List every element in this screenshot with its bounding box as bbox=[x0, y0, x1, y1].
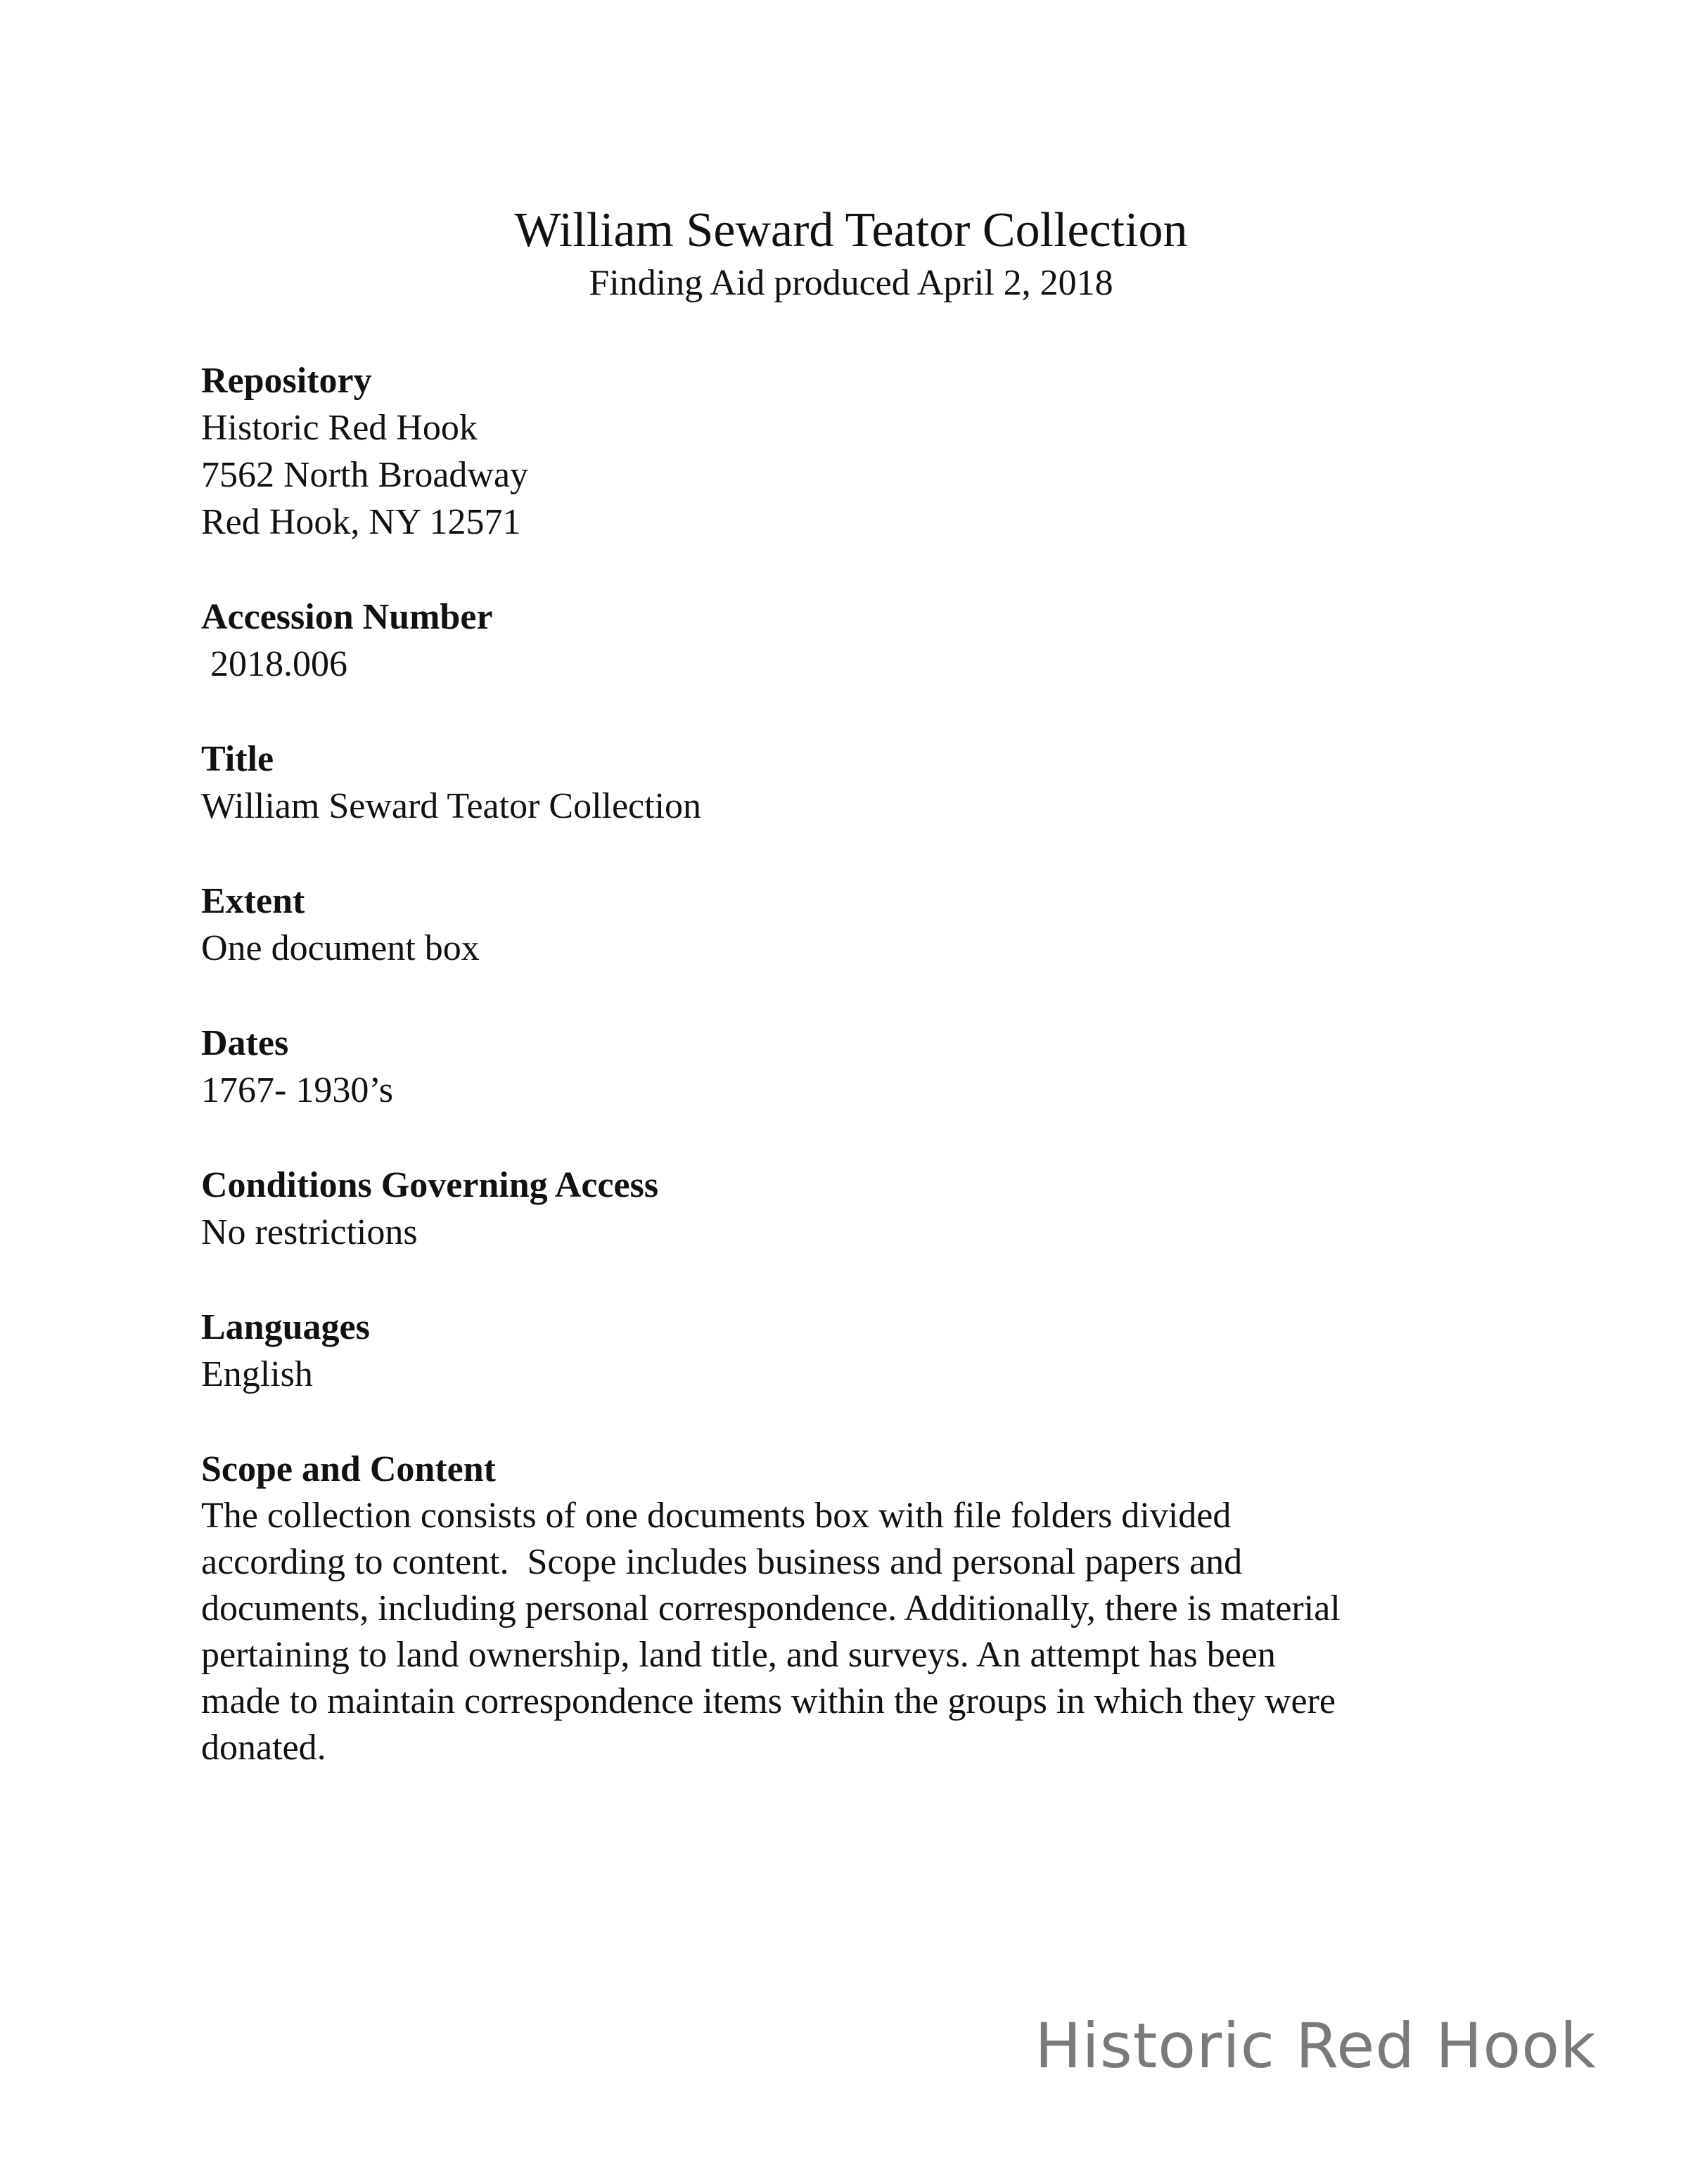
document-title: William Seward Teator Collection bbox=[514, 203, 1188, 257]
document-subtitle: Finding Aid produced April 2, 2018 bbox=[589, 263, 1113, 303]
scope-line: according to content. Scope includes business and personal papers and bbox=[201, 1542, 1243, 1582]
scope-label: Scope and Content bbox=[201, 1449, 496, 1489]
extent-section bbox=[201, 878, 1523, 972]
repository-city: Red Hook, NY 12571 bbox=[201, 502, 521, 542]
historic-red-hook-logo-text: Historic Red Hook bbox=[1035, 2010, 1597, 2082]
repository-label: Repository bbox=[201, 361, 372, 401]
dates-label: Dates bbox=[201, 1023, 289, 1063]
languages-section bbox=[201, 1304, 1523, 1398]
repository-street: 7562 North Broadway bbox=[201, 455, 529, 495]
document-header bbox=[0, 201, 1688, 307]
access-label: Conditions Governing Access bbox=[201, 1165, 659, 1205]
scope-line: The collection consists of one documents box with file folders divided bbox=[201, 1496, 1232, 1536]
scope-line: donated. bbox=[201, 1728, 326, 1768]
extent-value: One document box bbox=[201, 928, 480, 968]
accession-value: 2018.006 bbox=[201, 644, 347, 684]
title-label: Title bbox=[201, 739, 274, 779]
title-value: William Seward Teator Collection bbox=[201, 786, 702, 826]
scope-line: documents, including personal correspondence. Additionally, there is material bbox=[201, 1588, 1341, 1629]
languages-value: English bbox=[201, 1354, 313, 1394]
dates-section bbox=[201, 1020, 1523, 1114]
scope-section bbox=[201, 1446, 1523, 1771]
languages-label: Languages bbox=[201, 1307, 370, 1347]
finding-aid-content bbox=[201, 357, 1523, 1819]
repository-name: Historic Red Hook bbox=[201, 408, 478, 448]
access-value: No restrictions bbox=[201, 1212, 418, 1252]
scope-line: pertaining to land ownership, land title, and surveys. An attempt has been bbox=[201, 1635, 1276, 1675]
dates-value: 1767- 1930’s bbox=[201, 1070, 393, 1110]
accession-section bbox=[201, 593, 1523, 688]
extent-label: Extent bbox=[201, 881, 305, 921]
access-section bbox=[201, 1162, 1523, 1256]
accession-label: Accession Number bbox=[201, 597, 493, 637]
title-section bbox=[201, 736, 1523, 830]
repository-section bbox=[201, 357, 1523, 546]
scope-line: made to maintain correspondence items within the groups in which they were bbox=[201, 1681, 1336, 1721]
